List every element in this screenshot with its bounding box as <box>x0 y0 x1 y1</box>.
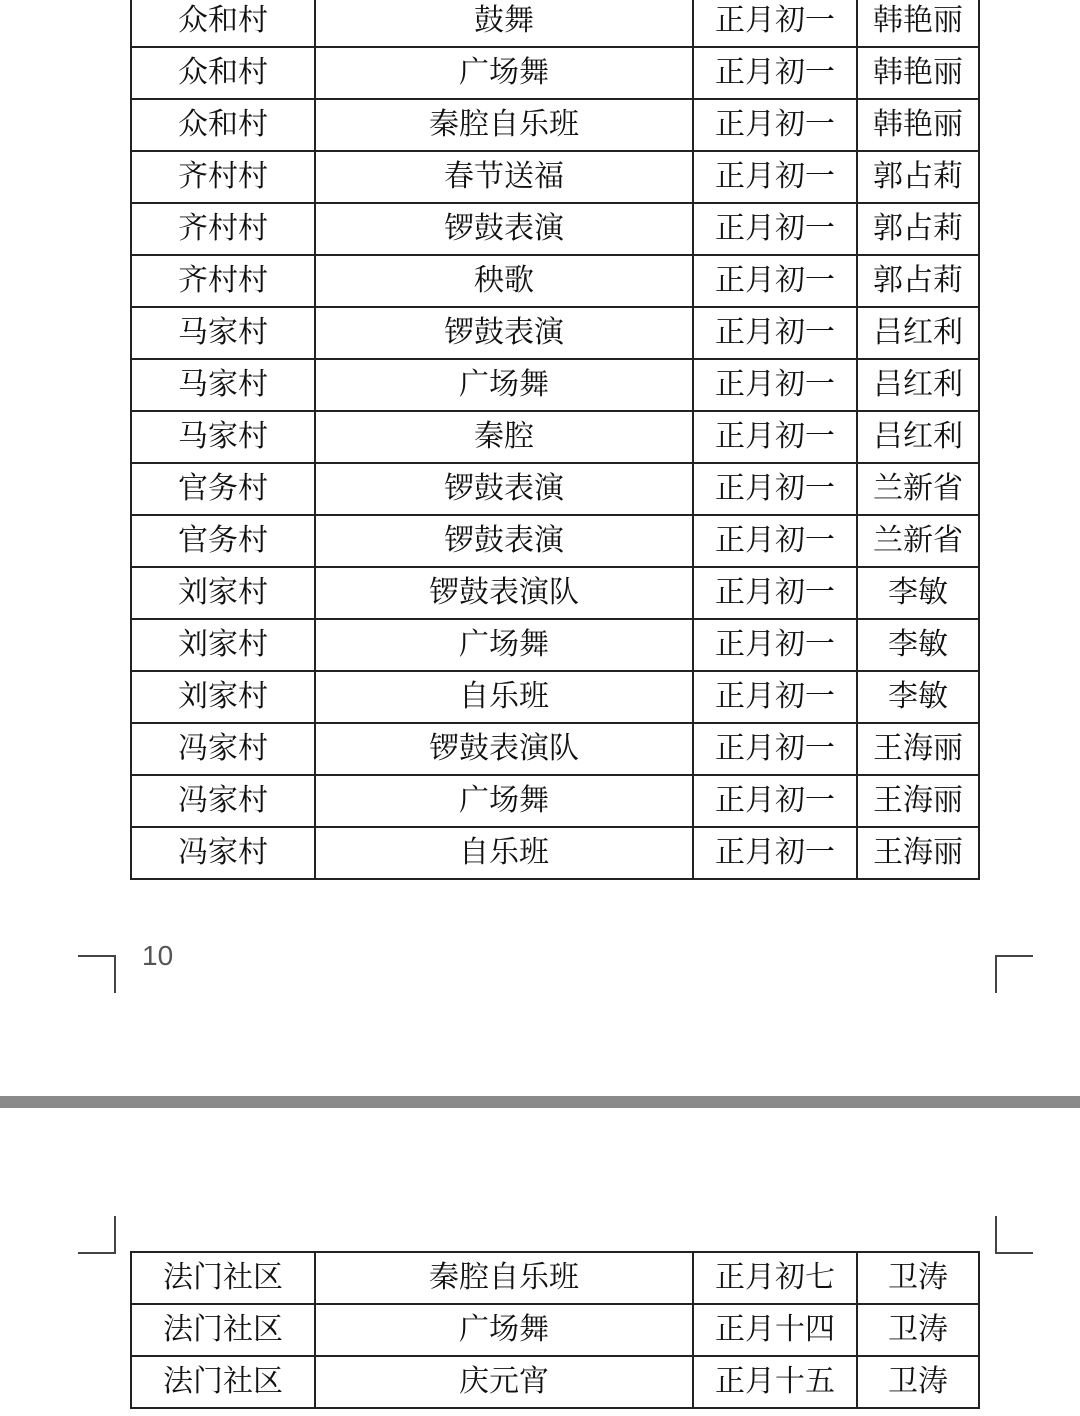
table-row <box>131 671 979 723</box>
village-cell: 众和村 <box>131 0 315 47</box>
date-cell: 正月初一 <box>693 567 857 619</box>
table-row <box>131 1304 979 1356</box>
table-row <box>131 775 979 827</box>
village-cell: 刘家村 <box>131 619 315 671</box>
activity-cell: 秧歌 <box>315 255 693 307</box>
village-cell: 齐村村 <box>131 255 315 307</box>
table-row <box>131 99 979 151</box>
table-row <box>131 827 979 879</box>
contact-cell: 卫涛 <box>857 1356 979 1408</box>
date-cell: 正月初一 <box>693 515 857 567</box>
contact-cell: 吕红利 <box>857 307 979 359</box>
village-cell: 马家村 <box>131 307 315 359</box>
page-separator <box>0 1096 1080 1108</box>
activity-table-top-body <box>131 0 979 879</box>
contact-cell: 吕红利 <box>857 359 979 411</box>
contact-cell: 韩艳丽 <box>857 99 979 151</box>
page-corner-mark-left <box>78 1216 116 1254</box>
activity-cell: 锣鼓表演队 <box>315 723 693 775</box>
contact-cell: 兰新省 <box>857 463 979 515</box>
table-row <box>131 463 979 515</box>
activity-cell: 广场舞 <box>315 775 693 827</box>
activity-cell: 秦腔 <box>315 411 693 463</box>
activity-cell: 广场舞 <box>315 47 693 99</box>
table-row <box>131 1356 979 1408</box>
activity-cell: 锣鼓表演 <box>315 463 693 515</box>
table-row <box>131 47 979 99</box>
village-cell: 官务村 <box>131 463 315 515</box>
activity-cell: 广场舞 <box>315 359 693 411</box>
date-cell: 正月初七 <box>693 1252 857 1304</box>
contact-cell: 李敏 <box>857 619 979 671</box>
table-row <box>131 411 979 463</box>
date-cell: 正月初一 <box>693 671 857 723</box>
village-cell: 刘家村 <box>131 567 315 619</box>
activity-cell: 广场舞 <box>315 1304 693 1356</box>
date-cell: 正月初一 <box>693 151 857 203</box>
date-cell: 正月初一 <box>693 307 857 359</box>
table-row <box>131 0 979 47</box>
date-cell: 正月初一 <box>693 723 857 775</box>
table-row <box>131 515 979 567</box>
activity-cell: 锣鼓表演 <box>315 515 693 567</box>
date-cell: 正月初一 <box>693 619 857 671</box>
date-cell: 正月初一 <box>693 827 857 879</box>
village-cell: 齐村村 <box>131 203 315 255</box>
contact-cell: 兰新省 <box>857 515 979 567</box>
contact-cell: 韩艳丽 <box>857 47 979 99</box>
activity-cell: 自乐班 <box>315 827 693 879</box>
activity-table-bottom-body <box>131 1252 979 1408</box>
village-cell: 官务村 <box>131 515 315 567</box>
document-page-bottom <box>0 1108 1080 1416</box>
activity-cell: 秦腔自乐班 <box>315 1252 693 1304</box>
date-cell: 正月初一 <box>693 47 857 99</box>
table-row <box>131 723 979 775</box>
village-cell: 冯家村 <box>131 827 315 879</box>
village-cell: 齐村村 <box>131 151 315 203</box>
village-cell: 众和村 <box>131 47 315 99</box>
contact-cell: 王海丽 <box>857 723 979 775</box>
table-row <box>131 1252 979 1304</box>
page-corner-mark-right <box>995 955 1033 993</box>
table-row <box>131 307 979 359</box>
date-cell: 正月初一 <box>693 359 857 411</box>
table-row <box>131 359 979 411</box>
village-cell: 法门社区 <box>131 1304 315 1356</box>
contact-cell: 郭占莉 <box>857 203 979 255</box>
date-cell: 正月初一 <box>693 463 857 515</box>
contact-cell: 吕红利 <box>857 411 979 463</box>
activity-cell: 广场舞 <box>315 619 693 671</box>
activity-cell: 锣鼓表演 <box>315 307 693 359</box>
table-row <box>131 151 979 203</box>
village-cell: 马家村 <box>131 359 315 411</box>
table-row <box>131 567 979 619</box>
page-corner-mark-right <box>995 1216 1033 1254</box>
date-cell: 正月初一 <box>693 0 857 47</box>
activity-cell: 庆元宵 <box>315 1356 693 1408</box>
contact-cell: 王海丽 <box>857 775 979 827</box>
activity-cell: 自乐班 <box>315 671 693 723</box>
date-cell: 正月十四 <box>693 1304 857 1356</box>
contact-cell: 王海丽 <box>857 827 979 879</box>
village-cell: 冯家村 <box>131 775 315 827</box>
date-cell: 正月十五 <box>693 1356 857 1408</box>
contact-cell: 卫涛 <box>857 1304 979 1356</box>
date-cell: 正月初一 <box>693 99 857 151</box>
contact-cell: 卫涛 <box>857 1252 979 1304</box>
contact-cell: 韩艳丽 <box>857 0 979 47</box>
date-cell: 正月初一 <box>693 203 857 255</box>
contact-cell: 郭占莉 <box>857 151 979 203</box>
village-cell: 刘家村 <box>131 671 315 723</box>
village-cell: 法门社区 <box>131 1252 315 1304</box>
date-cell: 正月初一 <box>693 775 857 827</box>
date-cell: 正月初一 <box>693 255 857 307</box>
contact-cell: 李敏 <box>857 567 979 619</box>
activity-cell: 春节送福 <box>315 151 693 203</box>
village-cell: 冯家村 <box>131 723 315 775</box>
activity-cell: 锣鼓表演 <box>315 203 693 255</box>
page-corner-mark-left <box>78 955 116 993</box>
contact-cell: 李敏 <box>857 671 979 723</box>
table-row <box>131 619 979 671</box>
activity-cell: 锣鼓表演队 <box>315 567 693 619</box>
table-row <box>131 203 979 255</box>
village-cell: 众和村 <box>131 99 315 151</box>
page-number: 10 <box>142 940 174 971</box>
date-cell: 正月初一 <box>693 411 857 463</box>
activity-cell: 鼓舞 <box>315 0 693 47</box>
contact-cell: 郭占莉 <box>857 255 979 307</box>
activity-cell: 秦腔自乐班 <box>315 99 693 151</box>
village-cell: 法门社区 <box>131 1356 315 1408</box>
activity-table-bottom <box>130 1251 980 1409</box>
table-row <box>131 255 979 307</box>
activity-table-top <box>130 0 980 880</box>
village-cell: 马家村 <box>131 411 315 463</box>
